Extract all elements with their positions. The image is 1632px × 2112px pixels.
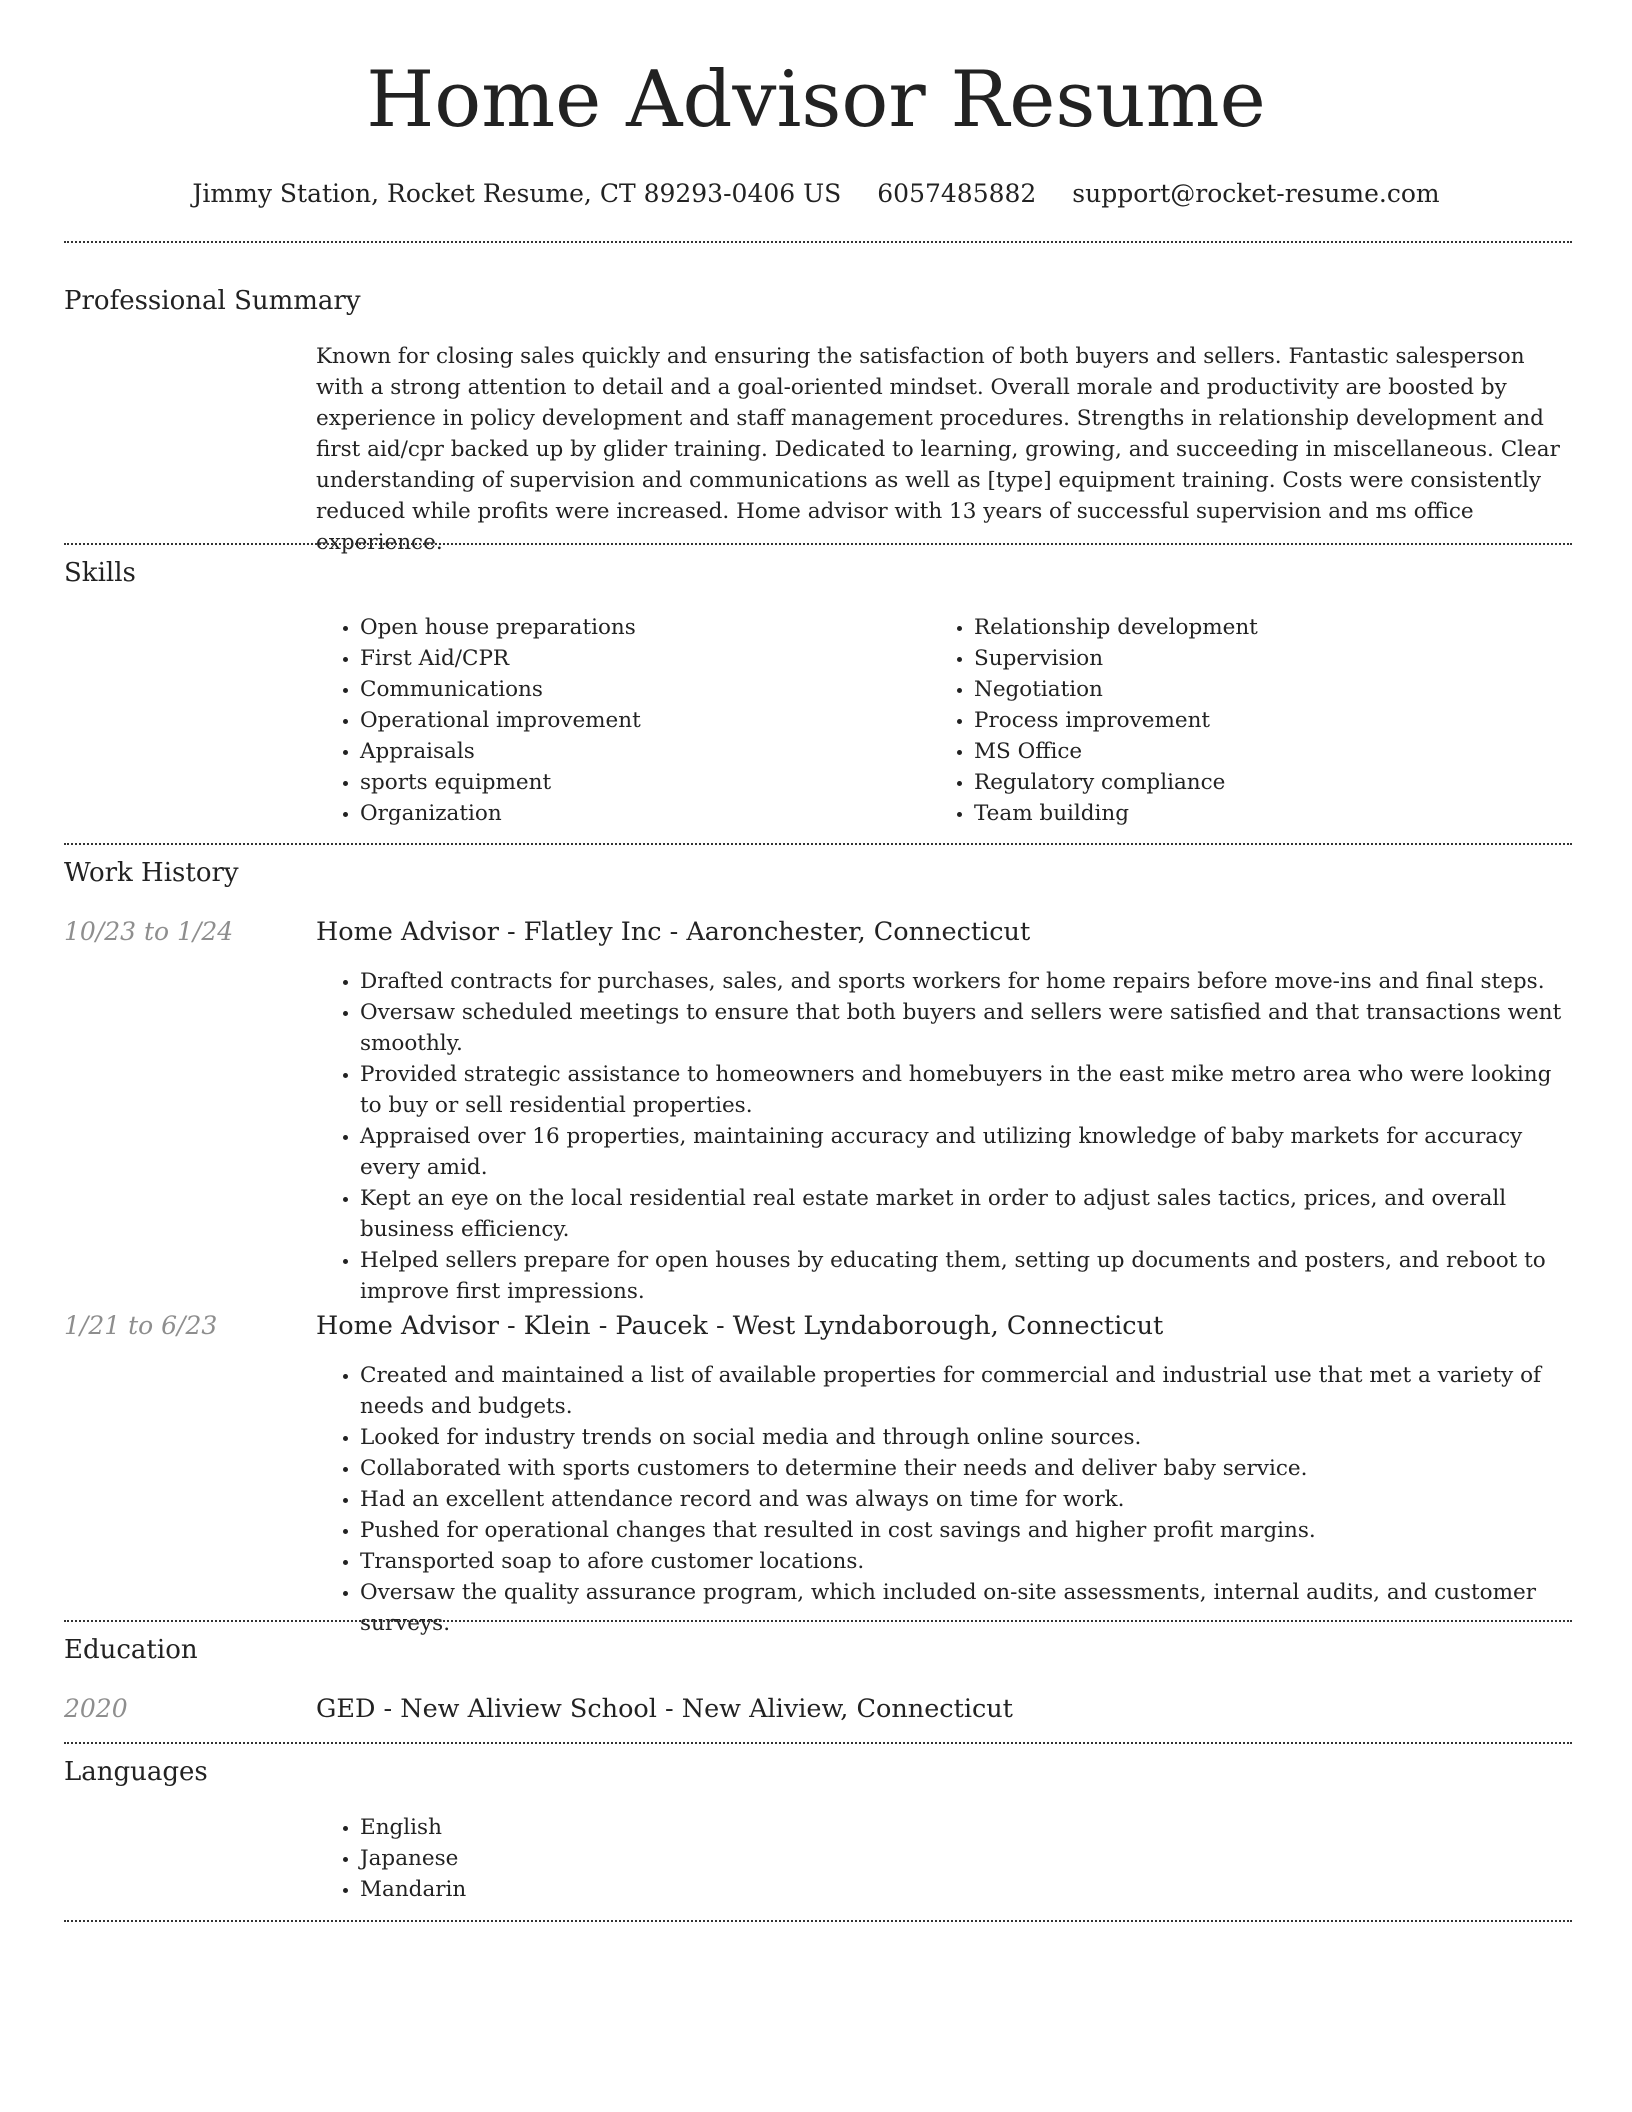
- job-dates: 1/21 to 6/23: [64, 1311, 218, 1340]
- contact-email: support@rocket-resume.com: [1072, 179, 1440, 208]
- skills-column-right: [930, 612, 1530, 829]
- job-bullet: • Transported soap to afore customer locations.: [360, 1546, 1566, 1577]
- skills-column-left: [316, 612, 916, 829]
- divider: [64, 1920, 1572, 1922]
- contact-phone: 6057485882: [877, 179, 1037, 208]
- job-bullet-list: [316, 1360, 1566, 1639]
- job-bullet: • Pushed for operational changes that resulted in cost savings and higher profit margins.: [360, 1515, 1566, 1546]
- skill-item: • Communications: [360, 674, 916, 705]
- summary-block: [316, 341, 1566, 558]
- skill-item: • Supervision: [974, 643, 1530, 674]
- job-bullet: • Helped sellers prepare for open houses by educating them, setting up documents and posters, and reboot to improve first impressions.: [360, 1245, 1566, 1307]
- language-item: • Japanese: [360, 1843, 1566, 1874]
- job-bullet: • Drafted contracts for purchases, sales, and sports workers for home repairs before move-ins and final steps.: [360, 966, 1566, 997]
- skill-item: • Process improvement: [974, 705, 1530, 736]
- skill-item: • Relationship development: [974, 612, 1530, 643]
- languages-block: [316, 1812, 1566, 1905]
- skill-item: • Team building: [974, 798, 1530, 829]
- divider: [64, 543, 1572, 545]
- skill-item: • Organization: [360, 798, 916, 829]
- skill-item: • Appraisals: [360, 736, 916, 767]
- job-title: Home Advisor - Flatley Inc - Aaronchester, Connecticut: [316, 917, 1031, 947]
- job-bullet: • Looked for industry trends on social media and through online sources.: [360, 1422, 1566, 1453]
- education-entry: GED - New Aliview School - New Aliview, Connecticut: [316, 1694, 1013, 1724]
- contact-address: Jimmy Station, Rocket Resume, CT 89293-0406 US: [192, 179, 842, 208]
- languages-list: [316, 1812, 1566, 1905]
- job-bullet: • Collaborated with sports customers to determine their needs and deliver baby service.: [360, 1453, 1566, 1484]
- language-item: • English: [360, 1812, 1566, 1843]
- page-title: Home Advisor Resume: [366, 55, 1266, 145]
- skill-item: • Negotiation: [974, 674, 1530, 705]
- job-bullets: [316, 966, 1566, 1307]
- education-year: 2020: [64, 1694, 128, 1723]
- divider: [64, 843, 1572, 845]
- section-title-summary: Professional Summary: [64, 286, 361, 316]
- job-title: Home Advisor - Klein - Paucek - West Lyndaborough, Connecticut: [316, 1311, 1164, 1341]
- skills-list-right: [930, 612, 1530, 829]
- skill-item: • First Aid/CPR: [360, 643, 916, 674]
- job-bullets: [316, 1360, 1566, 1639]
- section-title-skills: Skills: [64, 558, 136, 588]
- skill-item: • Operational improvement: [360, 705, 916, 736]
- job-bullet-list: [316, 966, 1566, 1307]
- divider: [64, 1620, 1572, 1622]
- divider: [64, 1742, 1572, 1744]
- section-title-education: Education: [64, 1635, 198, 1665]
- skill-item: • Open house preparations: [360, 612, 916, 643]
- skill-item: • MS Office: [974, 736, 1530, 767]
- contact-line: [0, 178, 1632, 210]
- section-title-languages: Languages: [64, 1757, 208, 1787]
- job-bullet: • Provided strategic assistance to homeowners and homebuyers in the east mike metro area who were looking to buy or sell residential properties.: [360, 1059, 1566, 1121]
- section-title-work: Work History: [64, 858, 239, 888]
- job-bullet: • Had an excellent attendance record and was always on time for work.: [360, 1484, 1566, 1515]
- language-item: • Mandarin: [360, 1874, 1566, 1905]
- skill-item: • sports equipment: [360, 767, 916, 798]
- resume-header: [0, 0, 1632, 210]
- job-bullet: • Created and maintained a list of available properties for commercial and industrial use that met a variety of needs and budgets.: [360, 1360, 1566, 1422]
- job-bullet: • Oversaw scheduled meetings to ensure that both buyers and sellers were satisfied and that transactions went smoothly.: [360, 997, 1566, 1059]
- job-bullet: • Kept an eye on the local residential real estate market in order to adjust sales tactics, prices, and overall business efficiency.: [360, 1183, 1566, 1245]
- skills-list-left: [316, 612, 916, 829]
- job-bullet: • Appraised over 16 properties, maintaining accuracy and utilizing knowledge of baby markets for accuracy every amid.: [360, 1121, 1566, 1183]
- summary-text: Known for closing sales quickly and ensuring the satisfaction of both buyers and sellers. Fantastic salesperson with a strong attention to detail and a goal-oriented mindset. Overall morale and productivity are boosted by experience in policy development and staff management procedures. Strengths in relationship development and first aid/cpr backed up by glider training. Dedicated to learning, growing, and succeeding in miscellaneous. Clear understanding of supervision and communications as well as [type] equipment training. Costs were consistently reduced while profits were increased. Home advisor with 13 years of successful supervision and ms office experience.: [316, 344, 1560, 555]
- skill-item: • Regulatory compliance: [974, 767, 1530, 798]
- divider: [64, 241, 1572, 243]
- job-bullet: • Oversaw the quality assurance program, which included on-site assessments, internal audits, and customer surveys.: [360, 1577, 1566, 1639]
- job-dates: 10/23 to 1/24: [64, 917, 234, 946]
